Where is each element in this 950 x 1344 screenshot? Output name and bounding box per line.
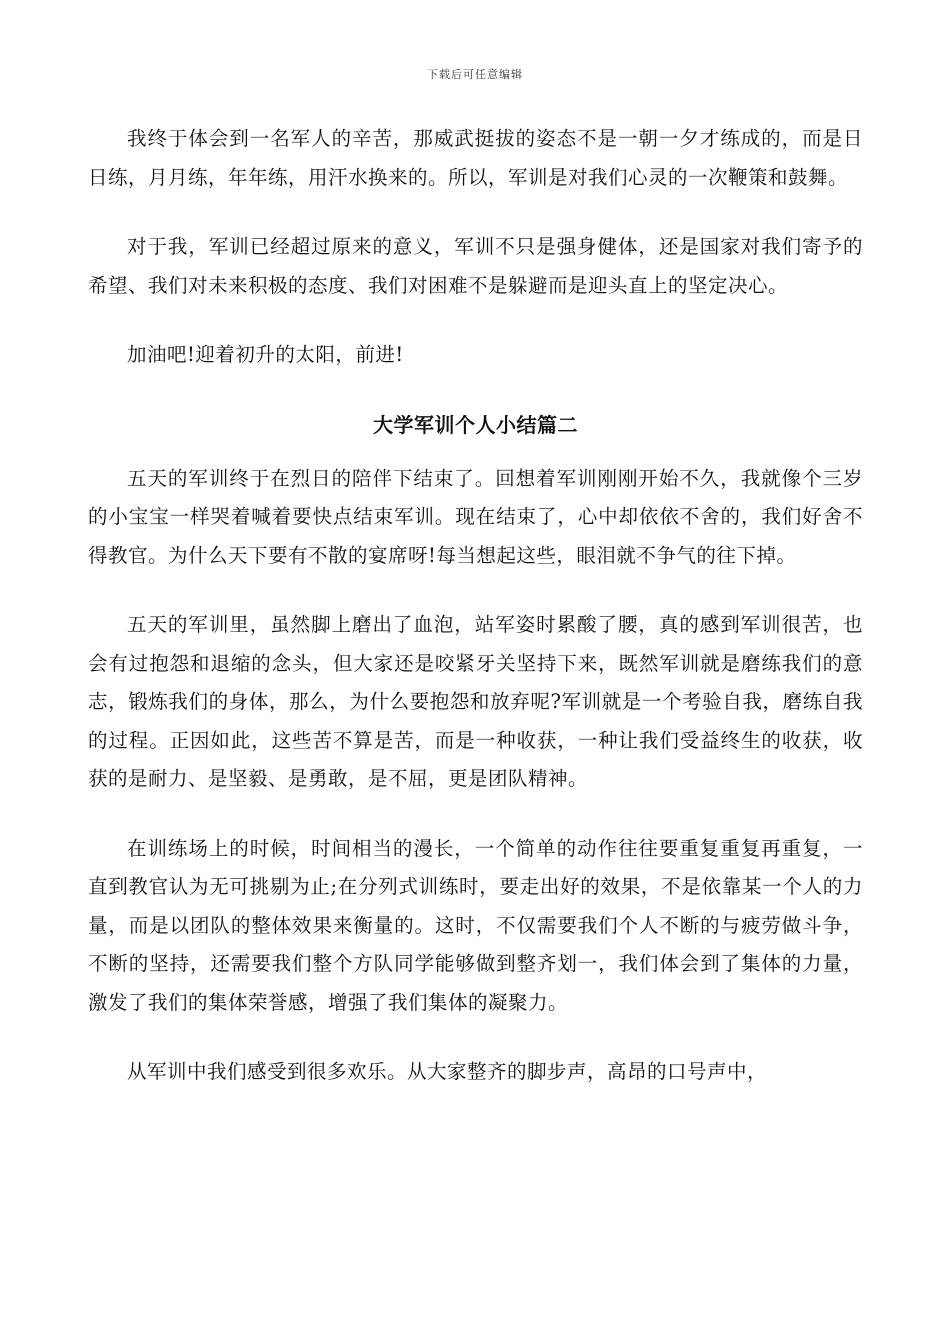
document-body — [88, 120, 863, 1092]
section-paragraph-4: 从军训中我们感受到很多欢乐。从大家整齐的脚步声，高昂的口号声中， — [127, 1060, 768, 1083]
section-paragraph-1: 五天的军训终于在烈日的陪伴下结束了。回想着军训刚刚开始不久，我就像个三岁的小宝宝一样哭着喊着要快点结束军训。现在结束了，心中却依依不舍的，我们好舍不得教官。为什么天下要有不散的宴席呀!每当想起这些，眼泪就不争气的往下掉。 — [88, 466, 863, 567]
paragraph-1: 我终于体会到一名军人的辛苦，那威武挺拔的姿态不是一朝一夕才练成的，而是日日练，月月练，年年练，用汗水换来的。所以，军训是对我们心灵的一次鞭策和鼓舞。 — [88, 127, 863, 189]
section-heading: 大学军训个人小结篇二 — [373, 412, 578, 437]
paragraph-2: 对于我，军训已经超过原来的意义，军训不只是强身健体，还是国家对我们寄予的希望、我们对未来积极的态度、我们对困难不是躲避而是迎头直上的坚定决心。 — [88, 235, 863, 297]
section-paragraph-2: 五天的军训里，虽然脚上磨出了血泡，站军姿时累酸了腰，真的感到军训很苦，也会有过抱怨和退缩的念头，但大家还是咬紧牙关坚持下来，既然军训就是磨练我们的意志，锻炼我们的身体，那么，为什么要抱怨和放弃呢?军训就是一个考验自我，磨练自我的过程。正因如此，这些苦不算是苦，而是一种收获，一种让我们受益终生的收获，收获的是耐力、是坚毅、是勇敢，是不屈，更是团队精神。 — [88, 613, 863, 790]
paragraph-3: 加油吧!迎着初升的太阳，前进! — [127, 343, 404, 366]
section-paragraph-3: 在训练场上的时候，时间相当的漫长，一个简单的动作往往要重复重复再重复，一直到教官认为无可挑剔为止;在分列式训练时，要走出好的效果，不是依靠某一个人的力量，而是以团队的整体效果来衡量的。这时，不仅需要我们个人不断的与疲劳做斗争，不断的坚持，还需要我们整个方队同学能够做到整齐划一，我们体会到了集体的力量，激发了我们的集体荣誉感，增强了我们集体的凝聚力。 — [88, 836, 863, 1014]
page-header-note: 下载后可任意编辑 — [427, 68, 523, 81]
